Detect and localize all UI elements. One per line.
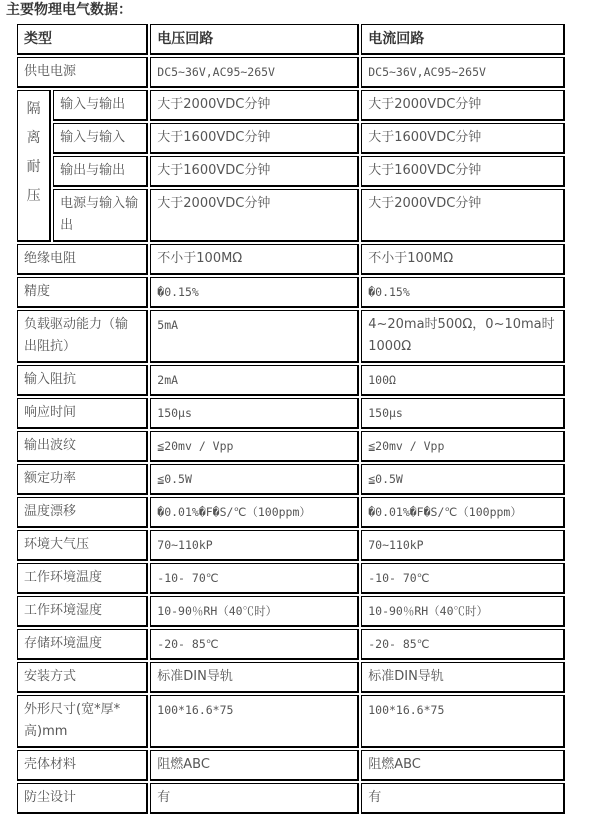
current-value: �0.15%	[361, 277, 565, 308]
row-label: 防尘设计	[17, 783, 148, 814]
row-label: 温度漂移	[17, 497, 148, 528]
voltage-value: 不小于100MΩ	[150, 244, 359, 275]
voltage-value: 2mA	[150, 365, 359, 396]
voltage-value: 150μs	[150, 398, 359, 429]
voltage-value: ≦0.5W	[150, 464, 359, 495]
spec-table	[15, 22, 567, 816]
page-title: 主要物理电气数据：	[6, 2, 132, 18]
current-value: -20- 85℃	[361, 629, 565, 660]
isolation-group-label	[17, 90, 51, 242]
voltage-value: 大于1600VDC分钟	[150, 123, 359, 154]
row-label: 输入与输出	[53, 90, 148, 121]
row-label: 工作环境温度	[17, 563, 148, 594]
row-label: 供电电源	[17, 57, 148, 88]
table-row	[17, 750, 565, 781]
current-value: 100*16.6*75	[361, 695, 565, 748]
table-row	[17, 90, 565, 121]
table-row	[17, 365, 565, 396]
current-value: 有	[361, 783, 565, 814]
table-row	[17, 530, 565, 561]
table-row	[17, 310, 565, 363]
table-row	[17, 244, 565, 275]
voltage-value: 10-90％RH（40℃时）	[150, 596, 359, 627]
current-value: 不小于100MΩ	[361, 244, 565, 275]
current-value: 10-90％RH（40℃时）	[361, 596, 565, 627]
table-row	[17, 662, 565, 693]
table-row	[17, 431, 565, 462]
voltage-value: 5mA	[150, 310, 359, 363]
table-row	[17, 629, 565, 660]
table-row	[17, 596, 565, 627]
current-value: DC5~36V,AC95~265V	[361, 57, 565, 88]
voltage-value: -20- 85℃	[150, 629, 359, 660]
header-current: 电流回路	[361, 24, 565, 55]
table-row	[17, 783, 565, 814]
current-value: 大于2000VDC分钟	[361, 90, 565, 121]
current-value: ≦0.5W	[361, 464, 565, 495]
row-label: 输出与输出	[53, 156, 148, 187]
table-row	[17, 398, 565, 429]
row-label: 工作环境湿度	[17, 596, 148, 627]
table-row	[17, 277, 565, 308]
voltage-value: 标准DIN导轨	[150, 662, 359, 693]
row-label: 电源与输入输出	[53, 189, 148, 242]
group-char: 隔	[26, 101, 41, 117]
table-row	[17, 464, 565, 495]
current-value: -10- 70℃	[361, 563, 565, 594]
group-char: 耐	[26, 159, 41, 175]
row-label: 额定功率	[17, 464, 148, 495]
row-label: 响应时间	[17, 398, 148, 429]
table-row	[17, 695, 565, 748]
current-value: 阻燃ABC	[361, 750, 565, 781]
table-row	[17, 563, 565, 594]
group-char: 压	[26, 188, 41, 204]
current-value: 大于1600VDC分钟	[361, 123, 565, 154]
voltage-value: DC5~36V,AC95~265V	[150, 57, 359, 88]
table-row	[17, 57, 565, 88]
header-type: 类型	[17, 24, 148, 55]
table-row	[17, 189, 565, 242]
current-value: 大于2000VDC分钟	[361, 189, 565, 242]
row-label: 输出波纹	[17, 431, 148, 462]
voltage-value: 阻燃ABC	[150, 750, 359, 781]
header-voltage: 电压回路	[150, 24, 359, 55]
row-label: 精度	[17, 277, 148, 308]
row-label: 输入阻抗	[17, 365, 148, 396]
voltage-value: �0.01%�F�S/℃（100ppm）	[150, 497, 359, 528]
voltage-value: 70~110kP	[150, 530, 359, 561]
voltage-value: -10- 70℃	[150, 563, 359, 594]
table-row	[17, 497, 565, 528]
current-value: 100Ω	[361, 365, 565, 396]
table-header-row	[17, 24, 565, 55]
voltage-value: 100*16.6*75	[150, 695, 359, 748]
table-row	[17, 156, 565, 187]
row-label: 安装方式	[17, 662, 148, 693]
current-value: 150μs	[361, 398, 565, 429]
row-label: 负载驱动能力（输出阻抗）	[17, 310, 148, 363]
group-char: 离	[26, 130, 41, 146]
row-label: 存储环境温度	[17, 629, 148, 660]
current-value: ≦20mv / Vpp	[361, 431, 565, 462]
row-label: 环境大气压	[17, 530, 148, 561]
table-row	[17, 123, 565, 154]
row-label: 外形尺寸(宽*厚*高)mm	[17, 695, 148, 748]
current-value: 大于1600VDC分钟	[361, 156, 565, 187]
voltage-value: 大于2000VDC分钟	[150, 90, 359, 121]
row-label: 壳体材料	[17, 750, 148, 781]
voltage-value: 大于2000VDC分钟	[150, 189, 359, 242]
current-value: 70~110kP	[361, 530, 565, 561]
voltage-value: ≦20mv / Vpp	[150, 431, 359, 462]
current-value: �0.01%�F�S/℃（100ppm）	[361, 497, 565, 528]
current-value: 4~20ma时500Ω，0~10ma时1000Ω	[361, 310, 565, 363]
voltage-value: �0.15%	[150, 277, 359, 308]
voltage-value: 有	[150, 783, 359, 814]
row-label: 绝缘电阻	[17, 244, 148, 275]
row-label: 输入与输入	[53, 123, 148, 154]
voltage-value: 大于1600VDC分钟	[150, 156, 359, 187]
current-value: 标准DIN导轨	[361, 662, 565, 693]
